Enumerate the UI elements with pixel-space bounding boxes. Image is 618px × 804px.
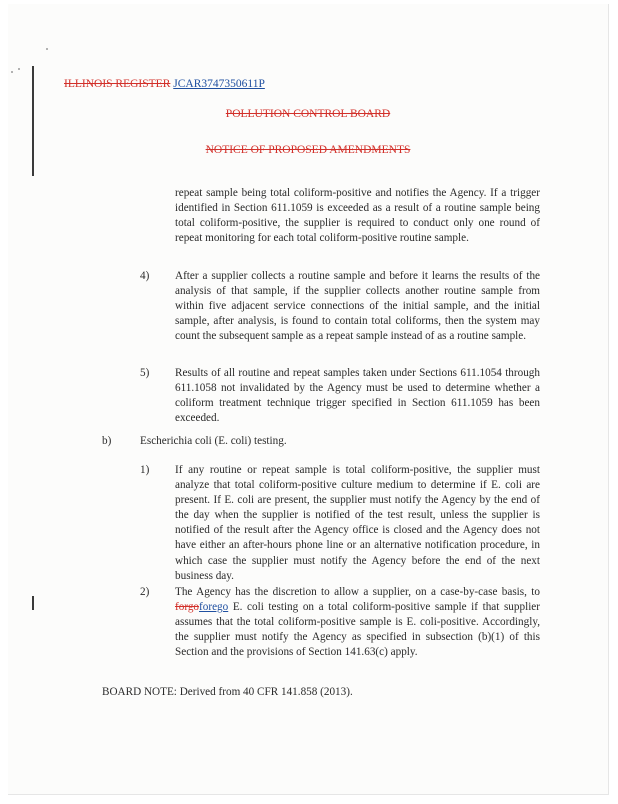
item-b2-text bbox=[175, 585, 540, 660]
continuation-paragraph: repeat sample being total coliform-positive and notifies the Agency. If a trigger identified in Section 611.1059 is exceeded as a result of a routine sample being total coliform-positive, the supplier is required to conduct only one round of repeat monitoring for each total coliform-positive routine sample. bbox=[175, 187, 540, 245]
change-bar bbox=[32, 66, 34, 176]
item-b1-text: If any routine or repeat sample is total coliform-positive, the supplier must analyze that total coliform-positive culture medium to determine if E. coli are present. If E. coli are present, the supplier must notify the Agency by the end of the day when the supplier is notified of the test result, unless the supplier is notified of the result after the Agency office is closed and the Agency does not have either an after-hours phone line or an alternative notification procedure, in which case the supplier must notify the Agency before the end of the next business day. bbox=[175, 464, 540, 582]
item-4-number: 4) bbox=[140, 270, 150, 282]
item-b2-text-after: E. coli testing on a total coliform-positive sample if that supplier assumes that the total coliform-positive sample is E. coli-positive. Accordingly, the supplier must notify the Agency as specified in subsection (b)(1) of this Section and the provisions of Section 141.63(c) apply. bbox=[175, 601, 540, 659]
change-bar bbox=[32, 596, 34, 610]
section-b-number: b) bbox=[102, 435, 112, 447]
document-page bbox=[8, 4, 609, 795]
inserted-word: forego bbox=[199, 601, 229, 614]
scan-speck bbox=[46, 48, 48, 50]
board-header: POLLUTION CONTROL BOARD bbox=[225, 108, 391, 120]
board-note: BOARD NOTE: Derived from 40 CFR 141.858 (2013). bbox=[102, 686, 353, 698]
register-inserted-text: JCAR3747350611P bbox=[173, 78, 265, 90]
item-b2-text-before: The Agency has the discretion to allow a supplier, on a case-by-case basis, to bbox=[175, 586, 540, 598]
register-header bbox=[64, 78, 265, 90]
item-b2-number: 2) bbox=[140, 586, 150, 598]
register-struck-text: ILLINOIS REGISTER bbox=[64, 78, 171, 90]
scan-speck bbox=[18, 68, 20, 70]
scan-speck bbox=[11, 71, 13, 73]
item-b1-number: 1) bbox=[140, 464, 150, 476]
notice-header: NOTICE OF PROPOSED AMENDMENTS bbox=[205, 144, 411, 156]
item-4-text: After a supplier collects a routine sample and before it learns the results of the analysis of that sample, if the supplier collects another routine sample from within five adjacent service connections of the initial sample, and the initial sample, after analysis, is found to contain total coliforms, then the system may count the subsequent sample as a repeat sample instead of as a routine sample. bbox=[175, 270, 540, 343]
item-5-number: 5) bbox=[140, 367, 150, 379]
deleted-word: forgo bbox=[175, 601, 200, 614]
section-b-heading: Escherichia coli (E. coli) testing. bbox=[140, 435, 287, 447]
item-5-text: Results of all routine and repeat samples taken under Sections 611.1054 through 611.1058 not invalidated by the Agency must be used to determine whether a coliform treatment technique trigger specified in Section 611.1059 has been exceeded. bbox=[175, 367, 540, 425]
